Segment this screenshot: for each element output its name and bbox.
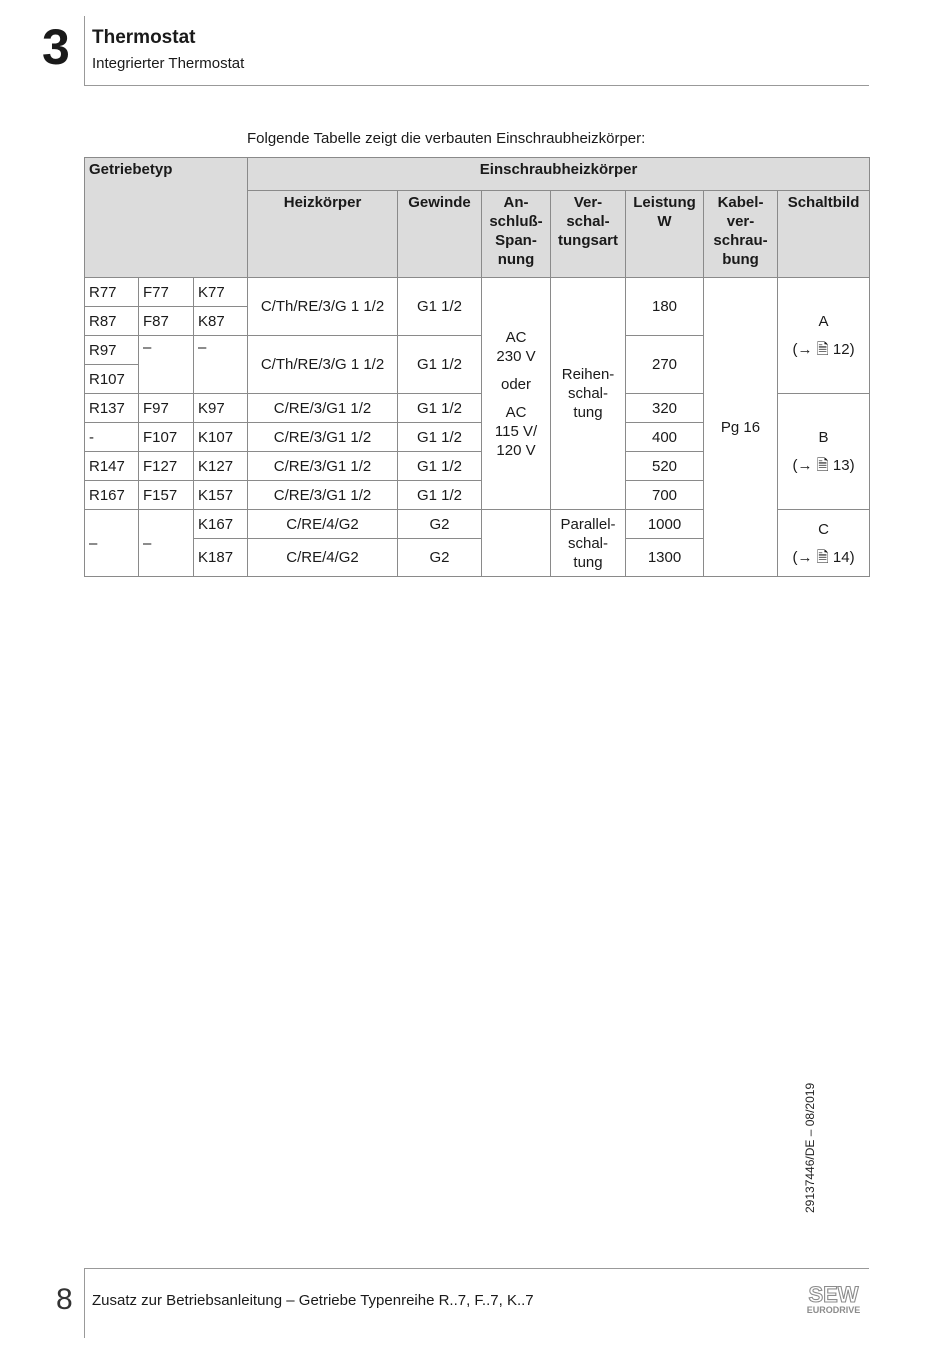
cell-r: R147 xyxy=(85,452,139,481)
cell-f: – xyxy=(139,336,194,394)
cell-gewinde: G1 1/2 xyxy=(398,394,482,423)
cell-k: K127 xyxy=(194,452,248,481)
cell-r: R107 xyxy=(85,365,139,394)
header-schaltbild: Schaltbild xyxy=(778,191,870,278)
cell-k: K107 xyxy=(194,423,248,452)
sew-eurodrive-logo xyxy=(798,1282,869,1316)
cell-leistung: 270 xyxy=(626,336,704,394)
cell-k: K187 xyxy=(194,539,248,577)
logo-wordmark: EURODRIVE xyxy=(806,1305,861,1315)
header-kabelverschraubung: Kabel- ver- schrau- bung xyxy=(704,191,778,278)
footer-divider-vertical xyxy=(84,1268,85,1338)
cell-f: F87 xyxy=(139,307,194,336)
cell-heizkoerper: C/RE/4/G2 xyxy=(248,539,398,577)
cell-gewinde: G2 xyxy=(398,510,482,539)
cell-k: K167 xyxy=(194,510,248,539)
cell-heizkoerper: C/RE/3/G1 1/2 xyxy=(248,394,398,423)
cell-leistung: 700 xyxy=(626,481,704,510)
cell-k: K97 xyxy=(194,394,248,423)
page-title: Thermostat xyxy=(92,27,196,48)
cell-heizkoerper: C/RE/4/G2 xyxy=(248,510,398,539)
cell-gewinde: G1 1/2 xyxy=(398,278,482,336)
cell-r: R97 xyxy=(85,336,139,365)
cell-heizkoerper: C/Th/RE/3/G 1 1/2 xyxy=(248,336,398,394)
table-row xyxy=(85,278,870,307)
cell-gewinde: G1 1/2 xyxy=(398,336,482,394)
cell-gewinde: G1 1/2 xyxy=(398,423,482,452)
cell-f: F77 xyxy=(139,278,194,307)
cell-f: F127 xyxy=(139,452,194,481)
cell-gewinde: G1 1/2 xyxy=(398,452,482,481)
cell-heizkoerper: C/RE/3/G1 1/2 xyxy=(248,452,398,481)
cell-leistung: 320 xyxy=(626,394,704,423)
footer-text: Zusatz zur Betriebsanleitung – Getriebe Typenreihe R..7, F..7, K..7 xyxy=(92,1292,534,1309)
cell-parallelschaltung: Parallel- schal- tung xyxy=(551,510,626,577)
cell-kabelverschraubung: Pg 16 xyxy=(704,278,778,577)
page-subtitle: Integrierter Thermostat xyxy=(92,55,245,72)
cell-k: – xyxy=(194,336,248,394)
cell-spannung-empty xyxy=(482,510,551,577)
cell-r: R87 xyxy=(85,307,139,336)
cell-reihenschaltung: Reihen- schal- tung xyxy=(551,278,626,510)
cell-heizkoerper: C/RE/3/G1 1/2 xyxy=(248,423,398,452)
cell-r: R137 xyxy=(85,394,139,423)
cell-k: K157 xyxy=(194,481,248,510)
header-getriebetyp: Getriebetyp xyxy=(85,158,248,278)
cell-k: K87 xyxy=(194,307,248,336)
cell-f: F157 xyxy=(139,481,194,510)
header-verschaltungsart: Ver- schal- tungsart xyxy=(551,191,626,278)
cell-f: F107 xyxy=(139,423,194,452)
footer-divider xyxy=(84,1268,869,1269)
cell-spannung: AC 230 V oder AC 115 V/ 120 V xyxy=(482,278,551,510)
cell-schaltbild-c: C (→ 🗎 14) xyxy=(778,510,870,577)
header-einschraubheizkoerper: Einschraubheizkörper xyxy=(248,158,870,191)
cell-r: R167 xyxy=(85,481,139,510)
heater-table xyxy=(84,157,870,577)
header-anschluss-spannung: An- schluß- Span- nung xyxy=(482,191,551,278)
cell-k: K77 xyxy=(194,278,248,307)
cell-leistung: 1300 xyxy=(626,539,704,577)
cell-leistung: 180 xyxy=(626,278,704,336)
header-leistung: Leistung W xyxy=(626,191,704,278)
cell-leistung: 400 xyxy=(626,423,704,452)
cell-schaltbild-a: A (→ 🗎 12) xyxy=(778,278,870,394)
header-divider xyxy=(84,85,869,86)
cell-f: – xyxy=(139,510,194,577)
page-number: 8 xyxy=(56,1283,73,1316)
header-divider-vertical xyxy=(84,16,85,86)
document-code: 29137446/DE – 08/2019 xyxy=(803,1082,817,1213)
cell-heizkoerper: C/RE/3/G1 1/2 xyxy=(248,481,398,510)
cell-leistung: 1000 xyxy=(626,510,704,539)
cell-r: – xyxy=(85,510,139,577)
logo-mark: SEW xyxy=(808,1282,859,1307)
cell-r: R77 xyxy=(85,278,139,307)
cell-gewinde: G2 xyxy=(398,539,482,577)
intro-text: Folgende Tabelle zeigt die verbauten Einschraubheizkörper: xyxy=(247,130,646,147)
cell-r: - xyxy=(85,423,139,452)
header-gewinde: Gewinde xyxy=(398,191,482,278)
cell-heizkoerper: C/Th/RE/3/G 1 1/2 xyxy=(248,278,398,336)
cell-schaltbild-b: B (→ 🗎 13) xyxy=(778,394,870,510)
cell-gewinde: G1 1/2 xyxy=(398,481,482,510)
cell-leistung: 520 xyxy=(626,452,704,481)
chapter-number: 3 xyxy=(42,19,70,75)
cell-f: F97 xyxy=(139,394,194,423)
header-heizkoerper: Heizkörper xyxy=(248,191,398,278)
